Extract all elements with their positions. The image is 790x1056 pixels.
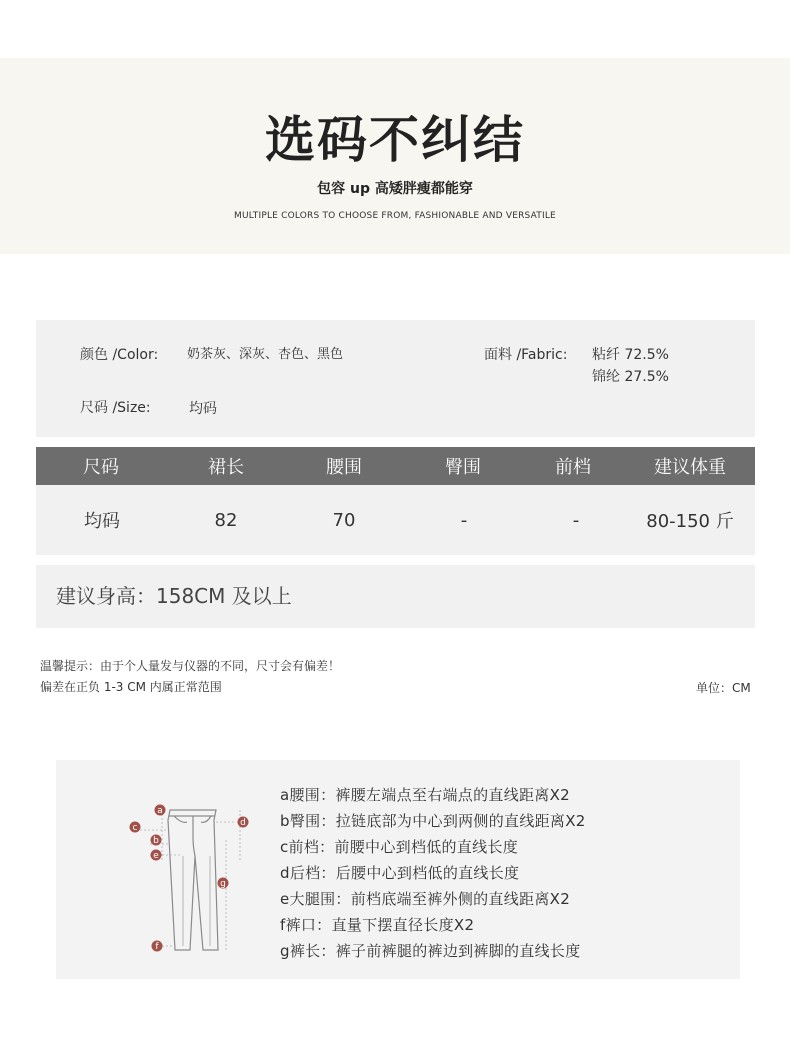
desc-hip: b臀围：拉链底部为中心到两侧的直线距离X2 [280, 812, 586, 830]
marker-d-icon [238, 817, 249, 829]
row-cell-front-rise: - [572, 509, 580, 531]
page-subtitle-english: MULTIPLE COLORS TO CHOOSE FROM, FASHIONABLE AND VERSATILE [234, 211, 556, 221]
header-cell-size: 尺码 [83, 457, 119, 478]
tip-line-1: 温馨提示：由于个人量发与仪器的不同，尺寸会有偏差！ [40, 659, 341, 673]
page-title: 选码不纠结 [265, 111, 525, 169]
size-table-header [36, 447, 755, 485]
marker-b-label: b [153, 836, 159, 846]
row-cell-hip: - [460, 509, 468, 531]
color-value: 奶茶灰、深灰、杏色、黑色 [187, 347, 344, 362]
desc-hem: f裤口：直量下摆直径长度X2 [280, 916, 475, 934]
recommended-height-box [36, 565, 755, 628]
marker-d-label: d [240, 818, 246, 828]
row-cell-length: 82 [214, 509, 238, 531]
row-cell-weight: 80-150 斤 [646, 511, 734, 532]
size-label: 尺码 /Size: [80, 400, 151, 416]
fabric-label: 面料 /Fabric: [484, 347, 568, 363]
desc-thigh: e大腿围：前档底端至裤外侧的直线距离X2 [280, 890, 571, 908]
tip-line-2: 偏差在正负 1-3 CM 内属正常范围 [40, 680, 222, 694]
marker-c-icon [130, 822, 141, 834]
header-cell-hip: 臀围 [445, 457, 481, 478]
table-row [36, 485, 755, 555]
marker-f-label: f [155, 942, 159, 952]
measurement-diagram-box [56, 760, 740, 979]
row-cell-size: 均码 [84, 511, 120, 532]
size-value: 均码 [189, 401, 217, 417]
header-cell-front-rise: 前档 [555, 457, 591, 478]
fabric-value-1: 粘纤 72.5% [592, 347, 669, 363]
marker-g-icon [218, 878, 229, 890]
marker-f-icon [152, 941, 163, 953]
marker-a-label: a [157, 806, 163, 816]
marker-a-icon [155, 805, 166, 817]
marker-g-label: g [220, 879, 226, 889]
pants-diagram [56, 760, 266, 979]
pants-outline-icon [168, 810, 218, 950]
marker-e-label: e [153, 851, 159, 861]
desc-front-rise: c前档：前腰中心到档低的直线长度 [280, 838, 519, 856]
desc-waist: a腰围：裤腰左端点至右端点的直线距离X2 [280, 786, 571, 804]
page-subtitle: 包容 up 高矮胖瘦都能穿 [317, 181, 473, 197]
header-cell-waist: 腰围 [326, 457, 362, 478]
product-info-box [36, 320, 755, 437]
desc-back-rise: d后档：后腰中心到档低的直线长度 [280, 864, 520, 882]
header-cell-weight: 建议体重 [654, 457, 726, 478]
marker-e-icon [151, 850, 162, 862]
row-cell-waist: 70 [332, 509, 356, 531]
unit-label: 单位：CM [696, 681, 751, 695]
color-label: 颜色 /Color: [80, 347, 159, 363]
hero-banner [0, 58, 790, 254]
desc-length: g裤长：裤子前裤腿的裤边到裤脚的直线长度 [280, 942, 581, 960]
fabric-value-2: 锦纶 27.5% [592, 369, 669, 385]
marker-c-label: c [132, 823, 138, 833]
recommended-height-text: 建议身高：158CM 及以上 [56, 584, 292, 608]
header-cell-length: 裙长 [208, 457, 244, 478]
